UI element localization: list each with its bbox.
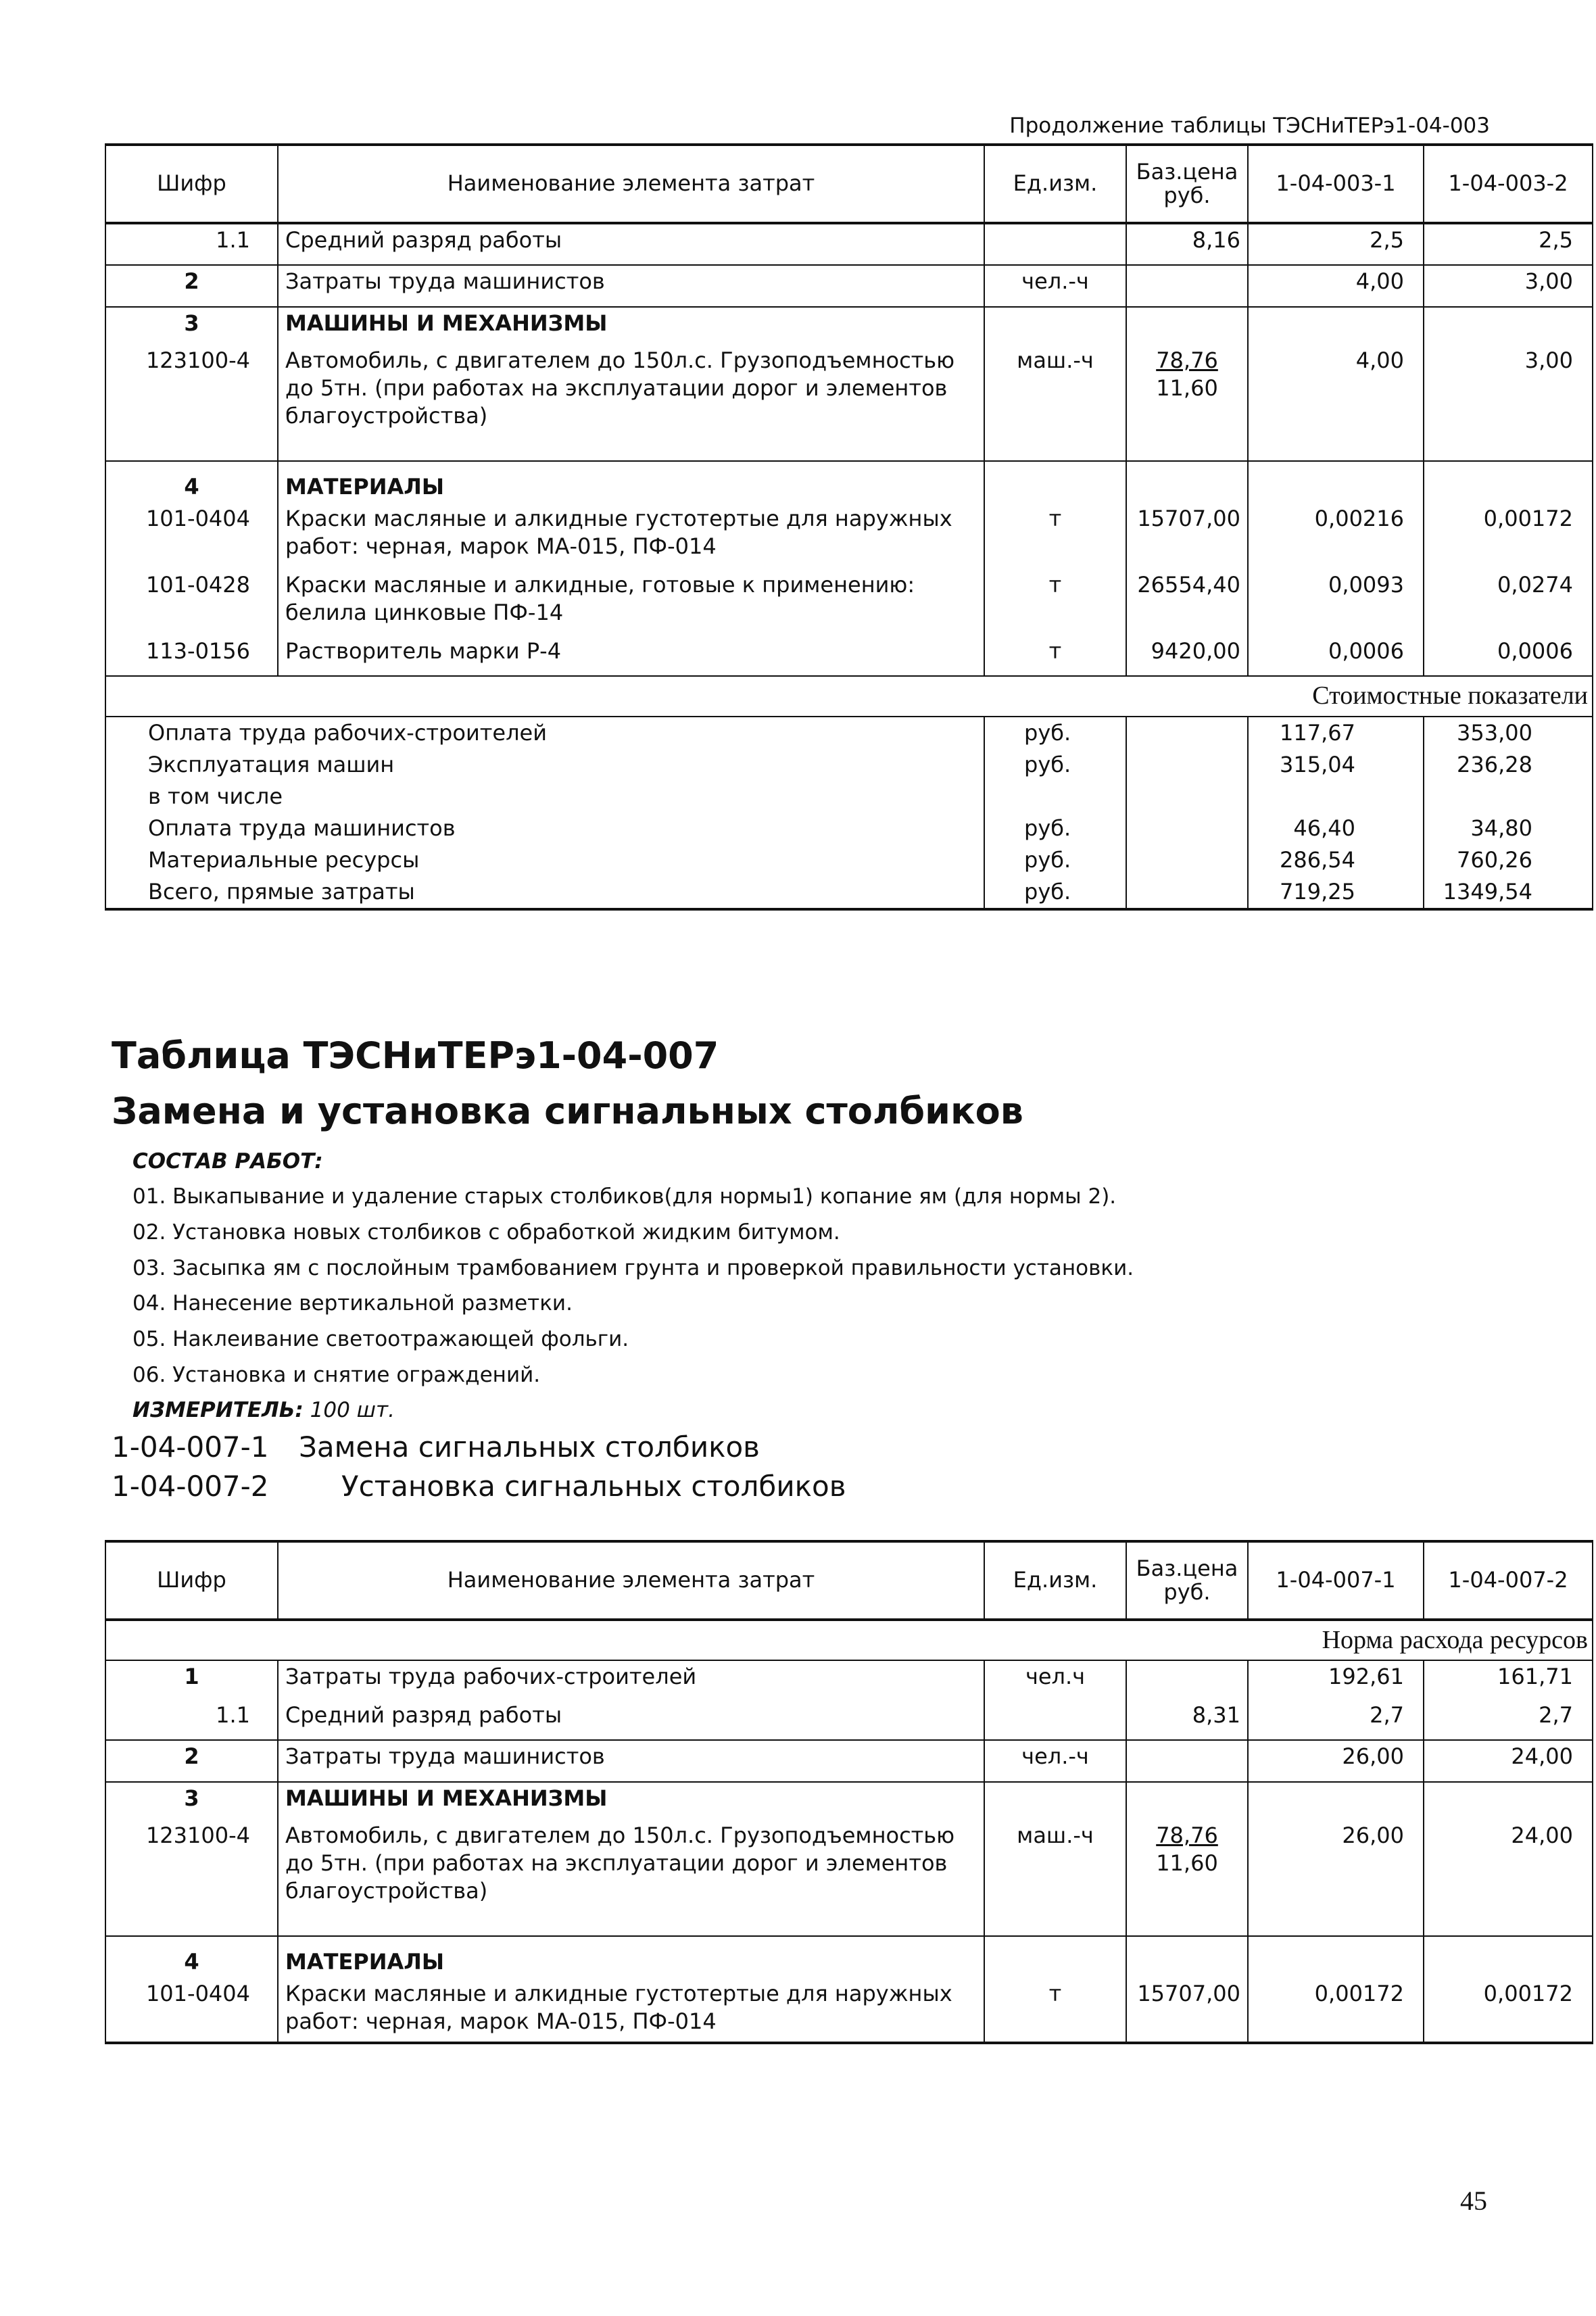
table-row — [105, 223, 1593, 265]
row-value-1: 26,00 — [1248, 1740, 1424, 1782]
row-name: МАШИНЫ И МЕХАНИЗМЫ — [278, 307, 984, 345]
operation-item: 02. Установка новых столбиков с обработкой жидким битумом. — [132, 1220, 840, 1245]
row-price: 9420,00 — [1126, 635, 1248, 676]
price-underlined: 78,76 — [1156, 347, 1218, 373]
table-row — [105, 503, 1593, 569]
row-name: Краски масляные и алкидные густотертые для наружных работ: черная, марок МА-015, ПФ-014 — [278, 1978, 984, 2043]
summary-name: Оплата труда машинистов — [105, 813, 984, 844]
row-code: 101-0404 — [105, 1978, 278, 2043]
row-name: Затраты труда машинистов — [278, 1740, 984, 1782]
row-name: Средний разряд работы — [278, 223, 984, 265]
summary-value-2: 1349,54 — [1424, 876, 1593, 909]
header-price: Баз.цена руб. — [1126, 145, 1248, 223]
row-value-2: 24,00 — [1424, 1820, 1593, 1936]
table-header-row — [105, 1541, 1593, 1620]
summary-name: Материальные ресурсы — [105, 844, 984, 876]
summary-unit: руб. — [984, 876, 1126, 909]
row-name: МАТЕРИАЛЫ — [278, 1936, 984, 1978]
row-price — [1126, 265, 1248, 307]
header-price: Баз.цена руб. — [1126, 1541, 1248, 1620]
norm-1-name: Замена сигнальных столбиков — [299, 1430, 760, 1464]
norm-header: Норма расхода ресурсов — [105, 1620, 1593, 1660]
price-second: 11,60 — [1156, 375, 1218, 401]
table-subtitle: Замена и установка сигнальных столбиков — [112, 1090, 1023, 1132]
header-unit: Ед.изм. — [984, 145, 1126, 223]
row-name: Краски масляные и алкидные густотертые для наружных работ: черная, марок МА-015, ПФ-014 — [278, 503, 984, 569]
summary-row — [105, 749, 1593, 781]
summary-value-2: 760,26 — [1424, 844, 1593, 876]
page-number: 45 — [1460, 2186, 1487, 2216]
row-value-1: 0,0006 — [1248, 635, 1424, 676]
operation-item: 03. Засыпка ям с послойным трамбованием грунта и проверкой правильности установки. — [132, 1256, 1134, 1280]
row-value-2: 161,71 — [1424, 1660, 1593, 1699]
summary-name: Эксплуатация машин — [105, 749, 984, 781]
summary-value-1: 117,67 — [1248, 717, 1424, 749]
row-value-2: 2,5 — [1424, 223, 1593, 265]
row-unit: чел.-ч — [984, 265, 1126, 307]
row-name: Краски масляные и алкидные, готовые к применению: белила цинковые ПФ-14 — [278, 569, 984, 635]
table-row — [105, 569, 1593, 635]
row-unit: чел.-ч — [984, 1740, 1126, 1782]
header-name: Наименование элемента затрат — [278, 1541, 984, 1620]
row-value-1: 2,5 — [1248, 223, 1424, 265]
header-col1: 1-04-003-1 — [1248, 145, 1424, 223]
table-row — [105, 635, 1593, 676]
summary-value-2: 236,28 — [1424, 749, 1593, 781]
summary-unit: руб. — [984, 844, 1126, 876]
summary-unit: руб. — [984, 749, 1126, 781]
row-unit — [984, 1699, 1126, 1740]
operation-item: 06. Установка и снятие ограждений. — [132, 1363, 541, 1387]
summary-name: Оплата труда рабочих-строителей — [105, 717, 984, 749]
header-col2: 1-04-007-2 — [1424, 1541, 1593, 1620]
row-unit: т — [984, 569, 1126, 635]
table-header-row — [105, 145, 1593, 223]
measure-value: 100 шт. — [310, 1398, 395, 1422]
row-unit: т — [984, 503, 1126, 569]
measure-line — [132, 1398, 395, 1422]
row-unit: маш.-ч — [984, 1820, 1126, 1936]
continuation-caption: Продолжение таблицы ТЭСНиТЕРэ1-04-003 — [1009, 114, 1490, 138]
table-row — [105, 1699, 1593, 1740]
row-value-2: 0,00172 — [1424, 503, 1593, 569]
row-price — [1126, 1660, 1248, 1699]
summary-row — [105, 813, 1593, 844]
row-name: Затраты труда рабочих-строителей — [278, 1660, 984, 1699]
row-value-1: 4,00 — [1248, 345, 1424, 461]
header-code: Шифр — [105, 145, 278, 223]
table-row — [105, 461, 1593, 503]
row-price — [1126, 1740, 1248, 1782]
table-1-04-003-continuation — [105, 143, 1593, 911]
measure-label: ИЗМЕРИТЕЛЬ: — [132, 1398, 304, 1422]
table-row — [105, 307, 1593, 345]
price-second: 11,60 — [1156, 1850, 1218, 1876]
header-unit: Ед.изм. — [984, 1541, 1126, 1620]
row-code: 101-0428 — [105, 569, 278, 635]
summary-value-1: 46,40 — [1248, 813, 1424, 844]
row-price: 8,16 — [1126, 223, 1248, 265]
header-code: Шифр — [105, 1541, 278, 1620]
row-price: 26554,40 — [1126, 569, 1248, 635]
row-value-1: 2,7 — [1248, 1699, 1424, 1740]
table-row — [105, 1660, 1593, 1699]
row-name: Автомобиль, с двигателем до 150л.с. Грузоподъемностью до 5тн. (при работах на эксплуатации дорог и элементов благоустройства) — [278, 345, 984, 461]
row-name: Растворитель марки Р-4 — [278, 635, 984, 676]
row-value-2: 3,00 — [1424, 345, 1593, 461]
row-value-1: 0,0093 — [1248, 569, 1424, 635]
header-col2: 1-04-003-2 — [1424, 145, 1593, 223]
summary-value-1: 719,25 — [1248, 876, 1424, 909]
row-code: 1 — [105, 1660, 278, 1699]
table-row — [105, 1978, 1593, 2043]
row-price — [1126, 1820, 1248, 1936]
row-value-1: 192,61 — [1248, 1660, 1424, 1699]
row-unit: чел.ч — [984, 1660, 1126, 1699]
row-name: МАТЕРИАЛЫ — [278, 461, 984, 503]
row-value-2: 0,0274 — [1424, 569, 1593, 635]
row-name: Затраты труда машинистов — [278, 265, 984, 307]
row-code: 2 — [105, 1740, 278, 1782]
operation-item: 04. Нанесение вертикальной разметки. — [132, 1291, 573, 1316]
summary-name: Всего, прямые затраты — [105, 876, 984, 909]
row-code: 2 — [105, 265, 278, 307]
row-name: Средний разряд работы — [278, 1699, 984, 1740]
summary-value-2: 353,00 — [1424, 717, 1593, 749]
table-row — [105, 1782, 1593, 1820]
table-row — [105, 345, 1593, 461]
row-code: 4 — [105, 461, 278, 503]
header-name: Наименование элемента затрат — [278, 145, 984, 223]
norm-header-row — [105, 1620, 1593, 1660]
row-unit: т — [984, 1978, 1126, 2043]
table-row — [105, 1820, 1593, 1936]
price-underlined: 78,76 — [1156, 1823, 1218, 1848]
works-label: СОСТАВ РАБОТ: — [132, 1149, 323, 1174]
norm-1-code: 1-04-007-1 — [112, 1430, 269, 1464]
summary-row — [105, 717, 1593, 749]
row-value-1: 4,00 — [1248, 265, 1424, 307]
summary-unit: руб. — [984, 717, 1126, 749]
row-price: 15707,00 — [1126, 1978, 1248, 2043]
norm-2-name: Установка сигнальных столбиков — [341, 1470, 846, 1503]
row-value-2: 3,00 — [1424, 265, 1593, 307]
row-name: МАШИНЫ И МЕХАНИЗМЫ — [278, 1782, 984, 1820]
summary-unit: руб. — [984, 813, 1126, 844]
operation-item: 01. Выкапывание и удаление старых столбиков(для нормы1) копание ям (для нормы 2). — [132, 1184, 1117, 1209]
operation-item: 05. Наклеивание светоотражающей фольги. — [132, 1327, 629, 1351]
table-1-04-007 — [105, 1540, 1593, 2044]
table-row — [105, 1936, 1593, 1978]
row-unit: т — [984, 635, 1126, 676]
row-unit — [984, 223, 1126, 265]
row-value-2: 24,00 — [1424, 1740, 1593, 1782]
table-title: Таблица ТЭСНиТЕРэ1-04-007 — [112, 1034, 719, 1077]
row-value-1: 0,00172 — [1248, 1978, 1424, 2043]
row-code: 4 — [105, 1936, 278, 1978]
row-price — [1126, 345, 1248, 461]
norm-2-code: 1-04-007-2 — [112, 1470, 269, 1503]
cost-indicators-header: Стоимостные показатели — [105, 676, 1593, 717]
row-code: 123100-4 — [105, 1820, 278, 1936]
table-row — [105, 265, 1593, 307]
row-price: 8,31 — [1126, 1699, 1248, 1740]
row-value-1: 26,00 — [1248, 1820, 1424, 1936]
row-name: Автомобиль, с двигателем до 150л.с. Грузоподъемностью до 5тн. (при работах на эксплуатации дорог и элементов благоустройства) — [278, 1820, 984, 1936]
row-code: 113-0156 — [105, 635, 278, 676]
summary-row — [105, 876, 1593, 909]
row-code: 1.1 — [105, 223, 278, 265]
row-value-2: 0,0006 — [1424, 635, 1593, 676]
header-col1: 1-04-007-1 — [1248, 1541, 1424, 1620]
row-code: 123100-4 — [105, 345, 278, 461]
summary-row — [105, 844, 1593, 876]
row-value-1: 0,00216 — [1248, 503, 1424, 569]
row-value-2: 0,00172 — [1424, 1978, 1593, 2043]
row-code: 3 — [105, 1782, 278, 1820]
row-code: 1.1 — [105, 1699, 278, 1740]
row-value-2: 2,7 — [1424, 1699, 1593, 1740]
row-code: 3 — [105, 307, 278, 345]
row-unit: маш.-ч — [984, 345, 1126, 461]
summary-value-1: 315,04 — [1248, 749, 1424, 781]
cost-indicators-row — [105, 676, 1593, 717]
row-code: 101-0404 — [105, 503, 278, 569]
row-price: 15707,00 — [1126, 503, 1248, 569]
summary-name: в том числе — [105, 781, 984, 813]
summary-row — [105, 781, 1593, 813]
table-row — [105, 1740, 1593, 1782]
summary-value-1: 286,54 — [1248, 844, 1424, 876]
summary-value-2: 34,80 — [1424, 813, 1593, 844]
